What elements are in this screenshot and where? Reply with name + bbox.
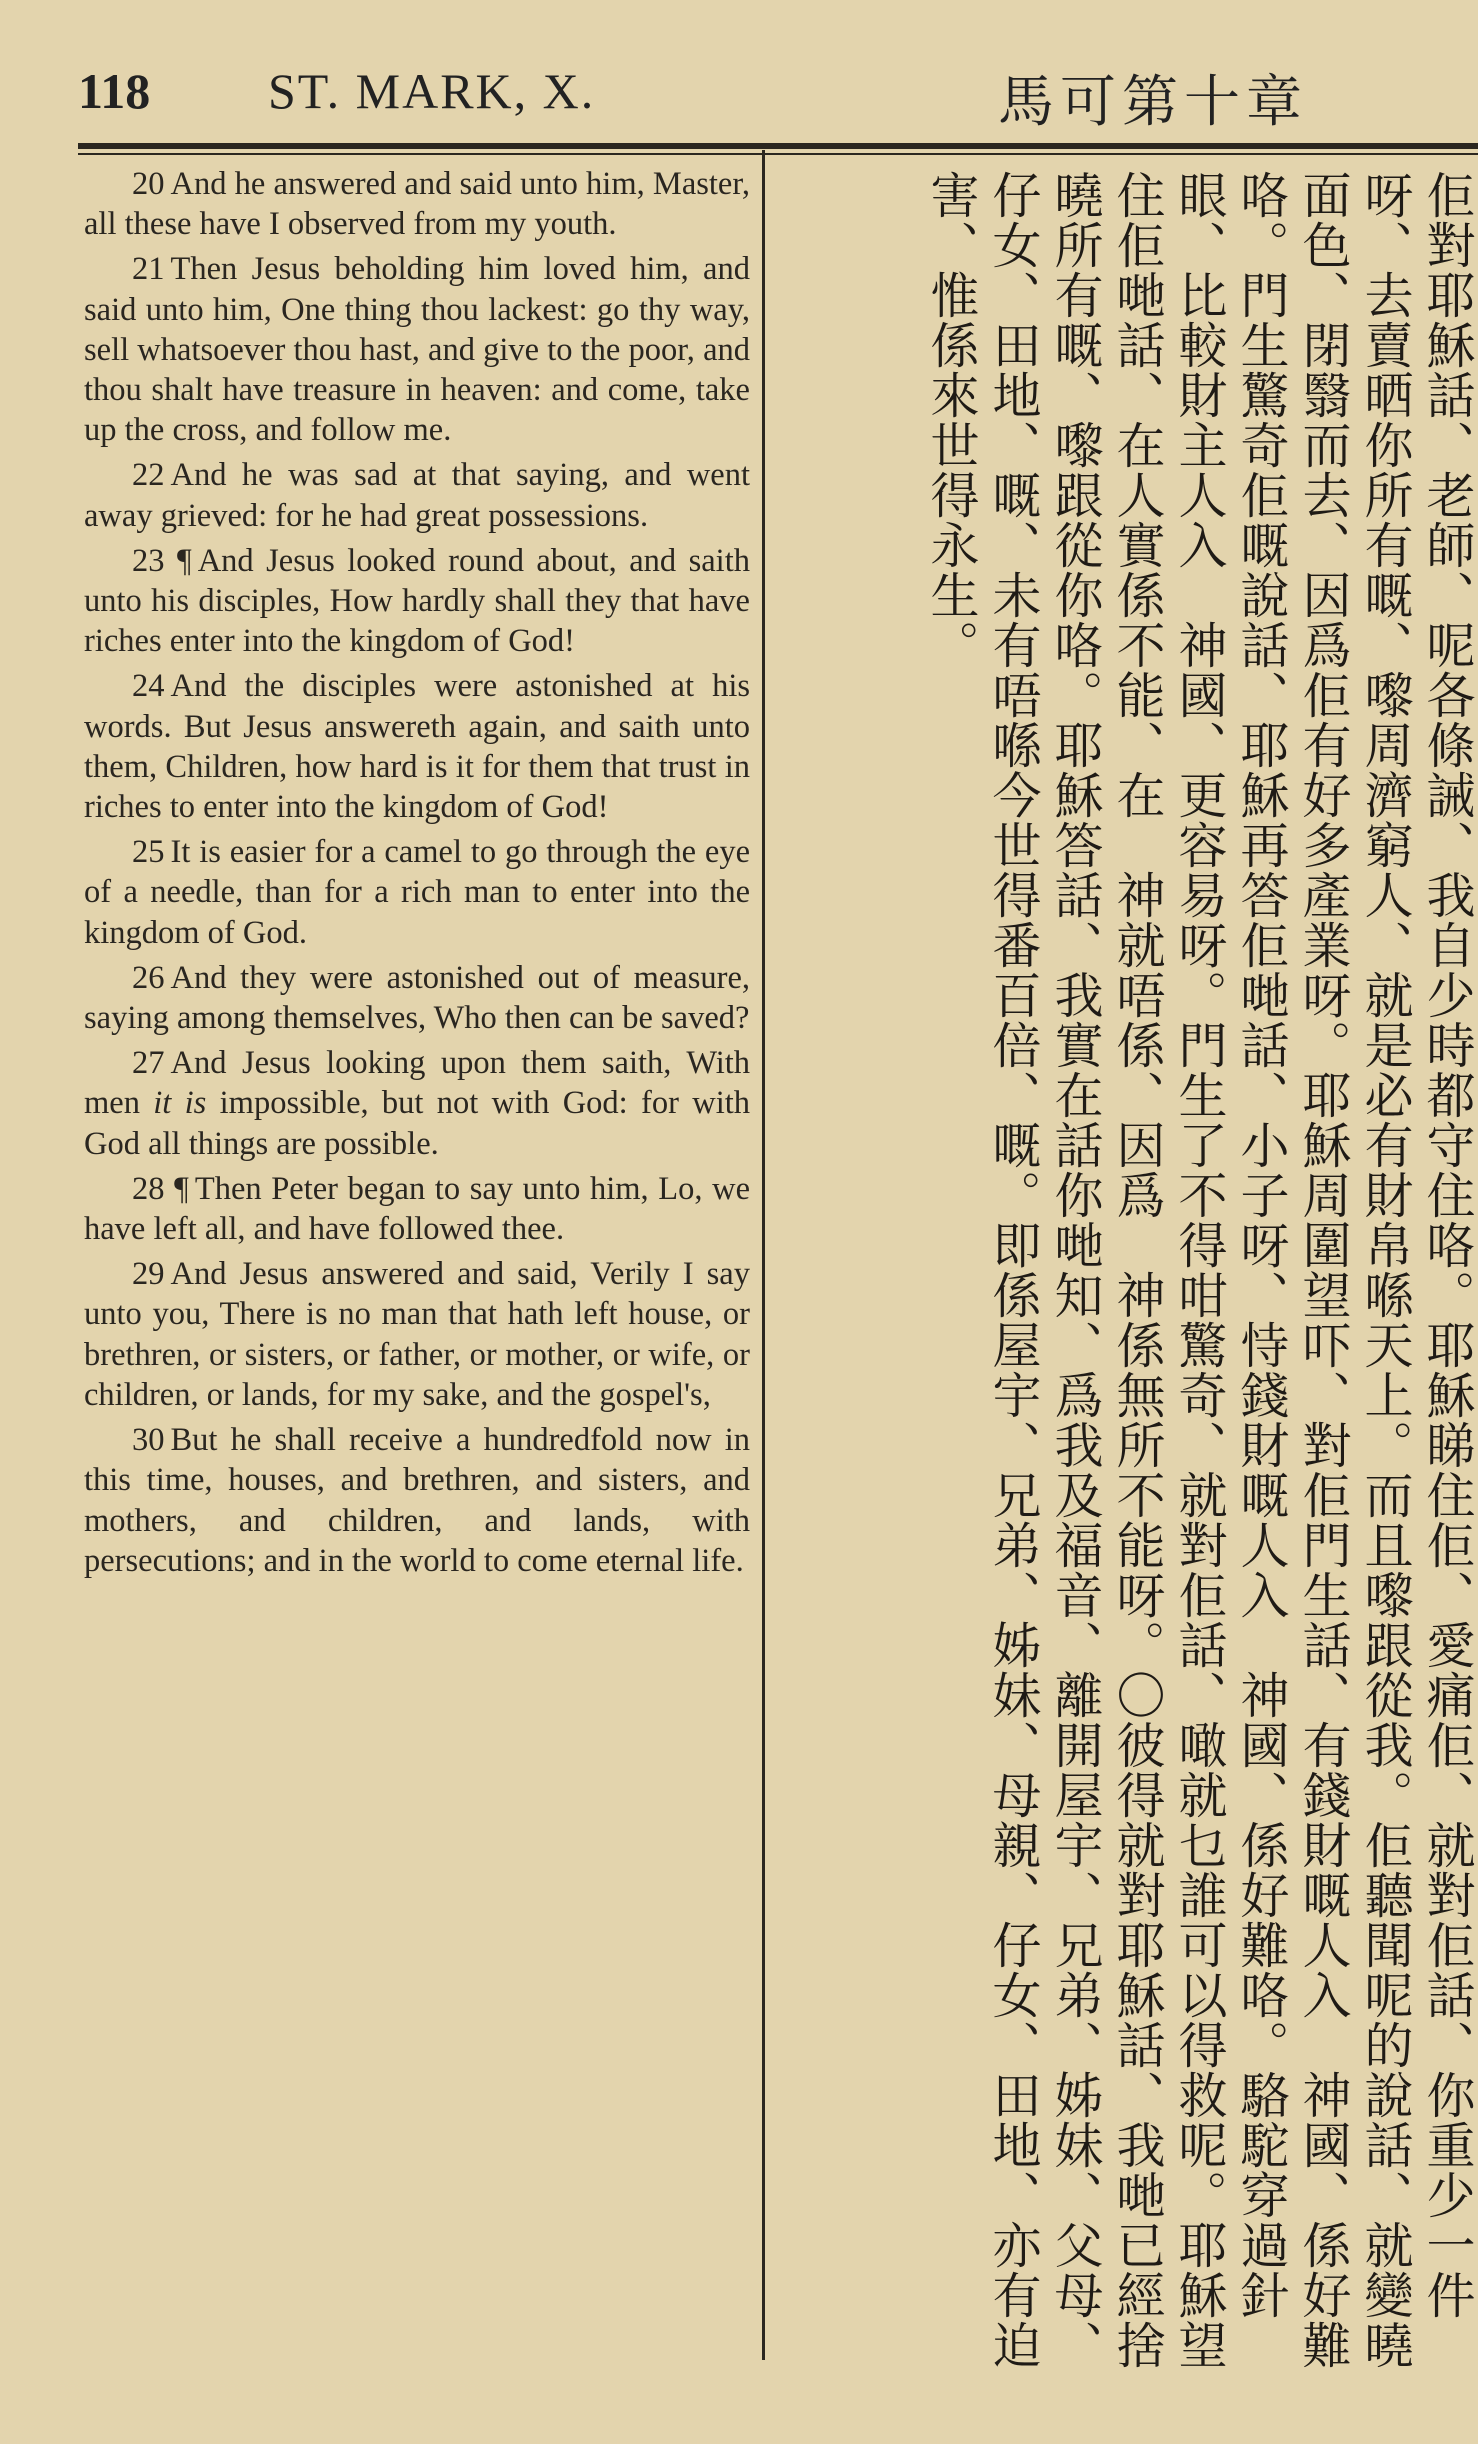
verse-number: 27 — [132, 1045, 165, 1082]
verse-text: But he shall receive a hundredfold now in this time, houses, and brethren, and sisters, and mothers, and children, and lands, with persecutions; and in the world to come eternal life. — [84, 1422, 750, 1579]
verse-number: 25 — [132, 834, 165, 871]
verse-number: 21 — [132, 251, 165, 288]
running-title: ST. MARK, X. — [268, 63, 596, 119]
verse-number: 26 — [132, 959, 165, 996]
verse-text: And Jesus looked round about, and saith unto his disciples, How hardly shall they that have riches enter into the kingdom of God! — [84, 542, 750, 660]
verse-number: 28 ¶ — [132, 1170, 189, 1207]
verse-number: 29 — [132, 1256, 165, 1293]
verse-30 — [84, 1420, 750, 1581]
verse-text: And they were astonished out of measure, saying among themselves, Who then can be saved? — [84, 959, 750, 1037]
chinese-column — [785, 170, 1478, 2370]
verse-22 — [84, 455, 750, 535]
verse-29 — [84, 1254, 750, 1415]
header-rule — [78, 143, 1478, 149]
verse-number: 24 — [132, 668, 165, 705]
verse-number: 20 — [132, 166, 165, 202]
verse-24 — [84, 666, 750, 827]
verse-italic: it is — [153, 1085, 207, 1122]
verse-text: Then Peter began to say unto him, Lo, we have left all, and have followed thee. — [84, 1170, 751, 1248]
verse-number: 22 — [132, 457, 165, 494]
chinese-running-title: 馬可第十章 — [998, 70, 1308, 135]
page-header — [0, 0, 1478, 150]
verse-text: impossible, but not with God: for with God all things are possible. — [84, 1085, 750, 1162]
verse-27 — [84, 1043, 750, 1164]
verse-text: And Jesus answered and said, Verily I say unto you, There is no man that hath left house, or brethren, or sisters, or father, or mother, or wife, or children, or lands, for my sake, and the gospel's, — [84, 1256, 750, 1413]
verse-21 — [84, 249, 750, 450]
verse-number: 23 ¶ — [132, 542, 192, 579]
verse-text: And Jesus looking upon them saith, With men — [84, 1045, 750, 1122]
verse-26 — [84, 958, 750, 1038]
page-number: 118 — [78, 63, 151, 119]
verse-20 — [84, 164, 750, 244]
verse-text: It is easier for a camel to go through the eye of a needle, than for a rich man to enter into the kingdom of God. — [84, 834, 750, 951]
verse-28 — [84, 1169, 750, 1249]
verse-23 — [84, 541, 750, 662]
verse-text: And he was sad at that saying, and went away grieved: for he had great possessions. — [84, 457, 750, 534]
verse-text: And the disciples were astonished at his words. But Jesus answereth again, and saith unto them, Children, how hard is it for them that trust in riches to enter into the kingdom of God! — [84, 668, 750, 826]
english-column — [84, 164, 750, 1586]
verse-text: Then Jesus beholding him loved him, and said unto him, One thing thou lackest: go thy way, sell whatsoever thou hast, and give to the poor, and thou shalt have treasure in heaven: and come, take up the cross, and follow me. — [84, 251, 750, 449]
header-rule-thin — [78, 153, 1478, 155]
verse-25 — [84, 832, 750, 953]
verse-number: 30 — [132, 1422, 165, 1459]
verse-text: And he answered and said unto him, Master, all these have I observed from my youth. — [84, 166, 750, 243]
chinese-vertical-text: 佢對耶穌話、老師、呢各條誡、我自少時都守住咯。耶穌睇住佢、愛痛佢、就對佢話、你重少一件呀、去賣晒你所有嘅、嚟周濟窮人、就是必有財帛喺天上。而且嚟跟從我。佢聽聞呢的說話、就變曉面色、閉翳而去、因爲佢有好多產業呀。耶穌周圍望吓、對佢門生話、有錢財嘅人入 神國、係好難咯。門生驚奇佢嘅說話、耶穌再答佢哋話、小子呀、恃錢財嘅人入 神國、係好難咯。駱駝穿過針眼、比較財主人入 神國、更容易呀。門生了不得咁驚奇、就對佢話、噉就乜誰可以得救呢。耶穌望住佢哋話、在人實係不能、在 神就唔係、因爲 神係無所不能呀。〇彼得就對耶穌話、我哋已經捨曉所有嘅、嚟跟從你咯。耶穌答話、我實在話你哋知、爲我及福音、離開屋宇、兄弟、姊妹、父母、仔女、田地、嘅、未有唔喺今世得番百倍、嘅。即係屋宇、兄弟、姊妹、母親、仔女、田地、亦有迫害、惟係來世得永生。 — [923, 170, 1476, 2370]
column-divider — [762, 150, 765, 2360]
